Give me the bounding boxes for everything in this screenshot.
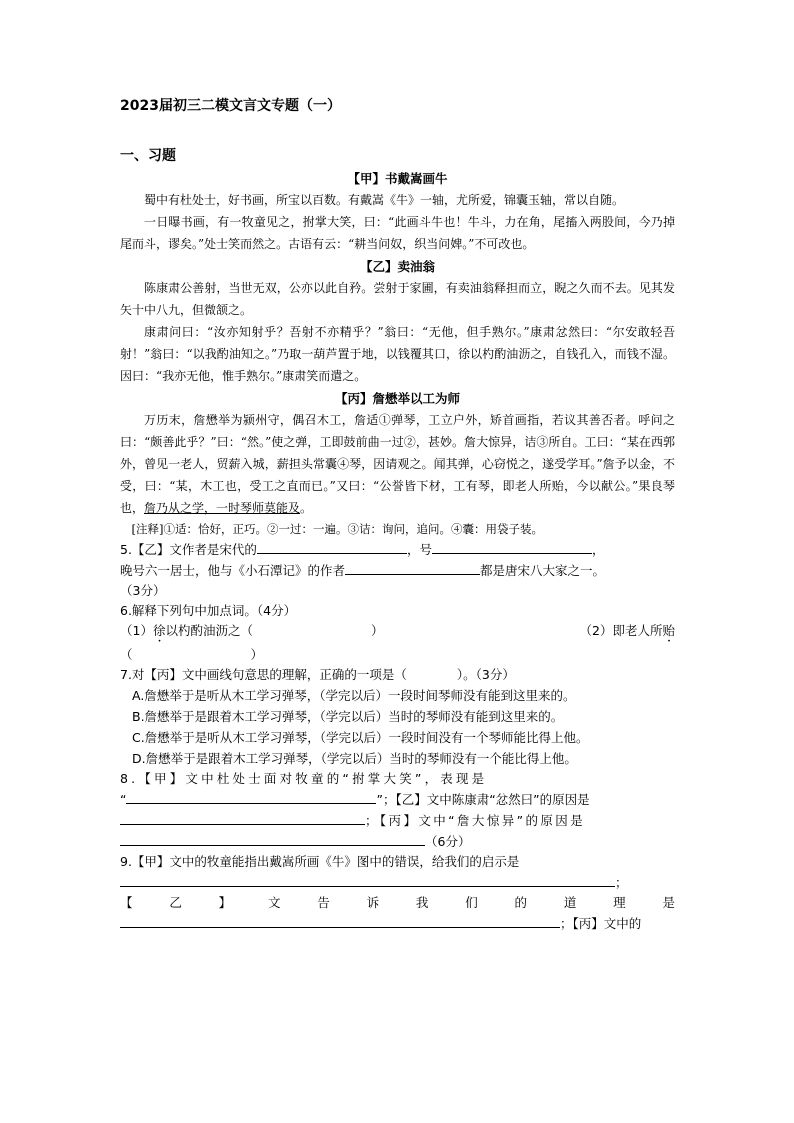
question-8-line-4: （6分）: [120, 831, 675, 852]
q7-option-b[interactable]: B.詹懋举于是跟着木工学习弹琴，（学完以后）当时的琴师没有能到这里来的。: [132, 709, 564, 724]
q8-blank-1[interactable]: [126, 789, 376, 804]
passage-b-paragraph-2: 康肃问曰：“汝亦知射乎？吾射不亦精乎？”翁曰：“无他，但手熟尔。”康肃忿然曰：“尔安敢轻吾射！”翁曰：“以我酌油知之。”乃取一葫芦置于地，以钱覆其口，徐以杓酌油沥之，自钱孔入，而钱不湿。因曰：“我亦无他，惟手熟尔。”康肃笑而遣之。: [120, 325, 675, 383]
q5-score: （3分）: [120, 583, 166, 598]
q6-item-2: （2）即老人所贻: [579, 623, 675, 638]
passage-c-paragraph: [120, 409, 675, 519]
q9-blank-1[interactable]: [120, 872, 615, 887]
q6-item-1: （1）徐以杓酌油沥之（ ）: [120, 623, 384, 638]
q8-blank-2[interactable]: [120, 810, 365, 825]
passage-a-paragraph-1: 蜀中有杜处士，好书画，所宝以百数。有戴嵩《牛》一轴，尤所爱，锦囊玉轴，常以自随。: [144, 193, 625, 207]
q6-dotted-word-2: 贻: [662, 623, 675, 638]
question-9-line-3: 【 乙 】 文 告 诉 我 们 的 道 理 是: [120, 895, 675, 910]
passage-a-title: 【甲】书戴嵩画牛: [347, 171, 448, 186]
q5-blank-other-author[interactable]: [345, 560, 480, 575]
section-heading: 一、习题: [120, 148, 176, 164]
q8-blank-3[interactable]: [120, 831, 425, 846]
question-9-line-2: ；: [120, 872, 675, 893]
question-6-stem: 6.解释下列句中加点词。（4分）: [120, 603, 297, 618]
annotation-note: [注释]①适：恰好，正巧。②一过：一遍。③诘：询问，追问。④囊：用袋子装。: [131, 522, 543, 536]
passage-c-title: 【丙】詹懋举以工为师: [334, 391, 460, 406]
question-7-stem: 7.对【丙】文中画线句意思的理解，正确的一项是（ ）。（3分）: [120, 667, 515, 682]
passage-c-text: 万历末，詹懋举为颍州守，偶召木工，詹适①弹琴，工立户外，矫首画指，若议其善否者。呼问之曰：“颇善此乎？”曰：“然。”使之弹，工即鼓前曲一过②，甚妙。詹大惊异，诘③所自。工曰：“某在西郭外，曾见一老人，贸薪入城，薪担头常囊④琴，因请观之。闻其弹，心窃悦之，遂受学耳。”詹予以金，不受，曰：“某，木工也，受工之直而已。”又曰：“公誉皆下材，工有琴，即老人所贻，今以献公。”果良琴也，: [120, 413, 675, 515]
q7-option-d[interactable]: D.詹懋举于是跟着木工学习弹琴，（学完以后）当时的琴师没有一个能比得上他。: [132, 751, 577, 766]
q5-text-c: ，: [591, 542, 605, 557]
q5-text-e: 都是唐宋八大家之一。: [480, 563, 606, 578]
question-5: [120, 539, 675, 601]
q5-text-d: 晚号六一居士，他与《小石潭记》的作者: [120, 563, 346, 578]
question-6-items: [120, 621, 675, 645]
question-8-line-3: ；【丙】文中“詹大惊异”的原因是: [120, 810, 675, 831]
passage-b-title: 【乙】卖油翁: [359, 259, 435, 274]
q9-blank-2[interactable]: [120, 913, 560, 928]
q6-dotted-word-1: 徐: [152, 623, 166, 638]
passage-b-paragraph-1: 陈康肃公善射，当世无双，公亦以此自矜。尝射于家圃，有卖油翁释担而立，睨之久而不去。见其发矢十中八九，但微颔之。: [120, 281, 675, 317]
q5-text-a: 5.【乙】文作者是宋代的: [120, 542, 257, 557]
q6-item-2-answer: （ ）: [120, 647, 264, 662]
underlined-sentence: 詹乃从之学，一时琴师莫能及: [144, 501, 301, 515]
document-title: 2023届初三二模文言文专题（一）: [120, 98, 341, 114]
q5-text-b: ，号: [406, 542, 432, 557]
q7-option-a[interactable]: A.詹懋举于是听从木工学习弹琴，（学完以后）一段时间琴师没有能到这里来的。: [132, 688, 576, 703]
question-9-line-1: 9.【甲】文中的牧童能指出戴嵩所画《牛》图中的错误，给我们的启示是: [120, 854, 520, 869]
q5-blank-dynasty-author[interactable]: [257, 539, 407, 554]
q5-blank-hao[interactable]: [432, 539, 592, 554]
question-9-line-4: ；【丙】文中的: [120, 913, 675, 934]
passage-a-paragraph-2: 一日曝书画，有一牧童见之，拊掌大笑，曰：“此画斗牛也！牛斗，力在角，尾搐入两股间，今乃掉尾而斗，谬矣。”处士笑而然之。古语有云：“耕当问奴，织当问婢。”不可改也。: [120, 215, 675, 251]
document: [120, 95, 675, 934]
question-8-line-1: 8.【甲】文中杜处士面对牧童的“拊掌大笑”，表现是: [120, 771, 488, 786]
q7-option-c[interactable]: C.詹懋举于是听从木工学习弹琴，（学完以后）一段时间没有一个琴师能比得上他。: [132, 730, 589, 745]
passage-c-end: 。: [300, 501, 313, 515]
question-8-line-2: “ ”；【乙】文中陈康肃“忿然曰”的原因是: [120, 789, 675, 810]
